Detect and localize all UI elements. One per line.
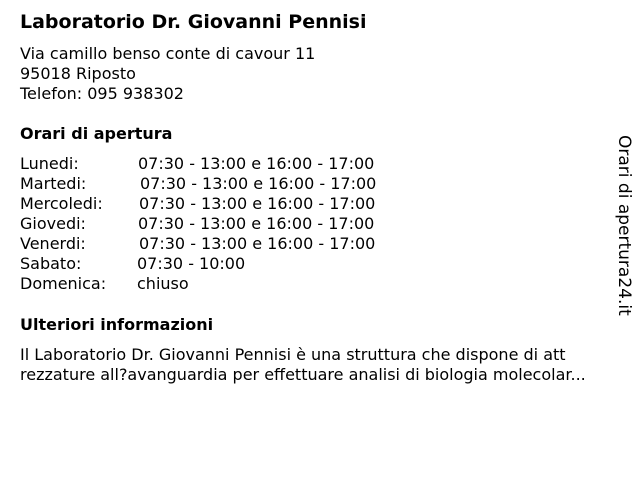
opening-hours-table bbox=[20, 154, 440, 294]
hours-row-monday bbox=[20, 154, 440, 174]
hours-row-wednesday bbox=[20, 194, 440, 214]
site-brand-watermark: Orari di apertura24.it bbox=[614, 135, 634, 316]
info-text-line: rezzature all?avanguardia per effettuare analisi di biologia molecolar... bbox=[20, 365, 586, 384]
day-label: Sabato: bbox=[20, 254, 82, 273]
further-info-text bbox=[20, 345, 586, 385]
time-range: 07:30 - 13:00 e 16:00 - 17:00 bbox=[138, 214, 375, 233]
day-label: Venerdi: bbox=[20, 234, 86, 253]
street-address: Via camillo benso conte di cavour 11 bbox=[20, 44, 316, 63]
business-title: Laboratorio Dr. Giovanni Pennisi bbox=[20, 11, 367, 33]
opening-hours-heading: Orari di apertura bbox=[20, 124, 173, 143]
day-label: Domenica: bbox=[20, 274, 107, 293]
time-range: 07:30 - 13:00 e 16:00 - 17:00 bbox=[139, 194, 376, 213]
time-range: chiuso bbox=[137, 274, 189, 293]
hours-row-thursday bbox=[20, 214, 440, 234]
day-label: Giovedi: bbox=[20, 214, 86, 233]
further-info-heading: Ulteriori informazioni bbox=[20, 315, 214, 334]
hours-row-sunday bbox=[20, 274, 440, 294]
time-range: 07:30 - 13:00 e 16:00 - 17:00 bbox=[138, 154, 375, 173]
address-block bbox=[20, 44, 315, 104]
time-range: 07:30 - 13:00 e 16:00 - 17:00 bbox=[139, 234, 376, 253]
hours-row-saturday bbox=[20, 254, 440, 274]
time-range: 07:30 - 13:00 e 16:00 - 17:00 bbox=[140, 174, 377, 193]
city-address: 95018 Riposto bbox=[20, 64, 136, 83]
info-text-line: Il Laboratorio Dr. Giovanni Pennisi è una struttura che dispone di att bbox=[20, 345, 566, 364]
day-label: Lunedi: bbox=[20, 154, 79, 173]
hours-row-friday bbox=[20, 234, 440, 254]
phone-number: Telefon: 095 938302 bbox=[20, 84, 184, 103]
day-label: Martedi: bbox=[20, 174, 87, 193]
time-range: 07:30 - 10:00 bbox=[137, 254, 246, 273]
hours-row-tuesday bbox=[20, 174, 440, 194]
day-label: Mercoledi: bbox=[20, 194, 103, 213]
